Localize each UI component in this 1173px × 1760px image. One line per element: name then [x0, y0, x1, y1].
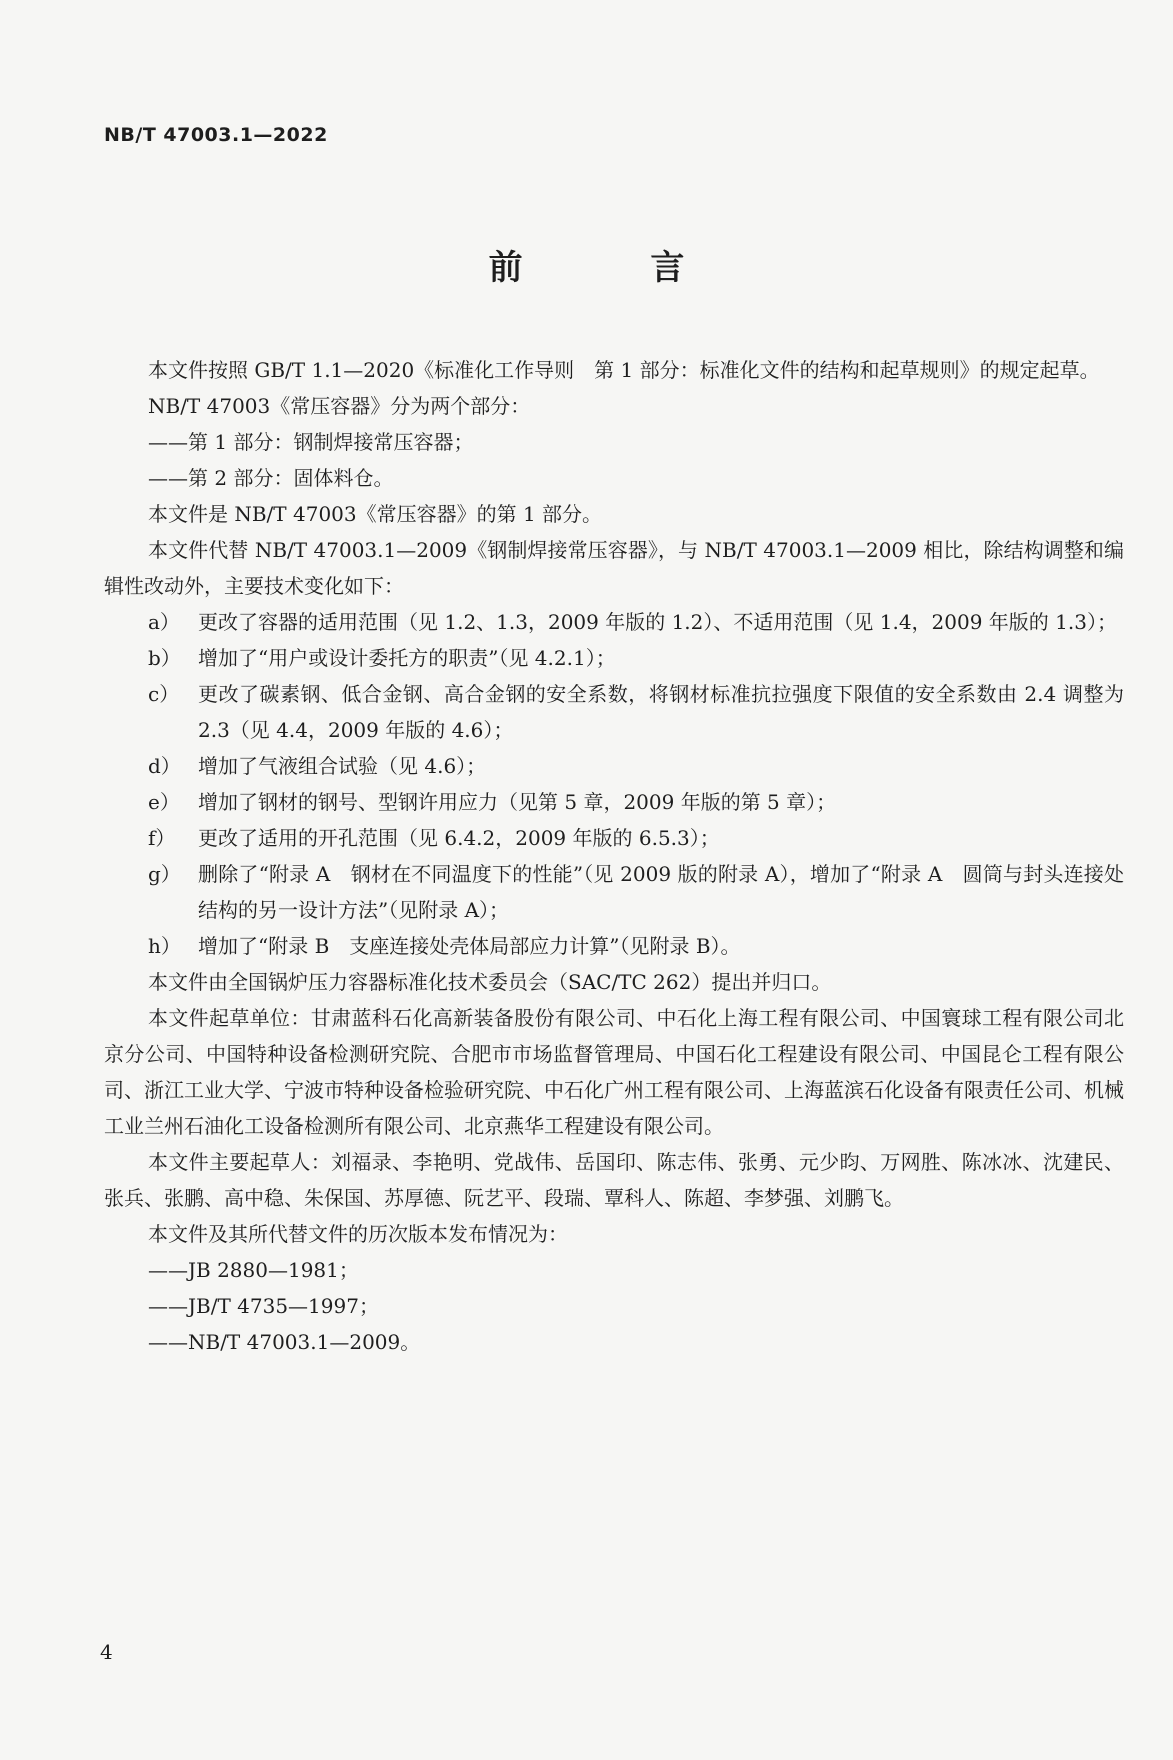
change-item-c	[104, 676, 1124, 748]
standard-code: NB/T 47003.1—2022	[104, 124, 328, 146]
paragraph-drafters: 本文件主要起草人：刘福录、李艳明、党战伟、岳国印、陈志伟、张勇、元少昀、万网胜、陈冰冰、沈建民、张兵、张鹏、高中稳、朱保国、苏厚德、阮艺平、段瑞、覃科人、陈超、李梦强、刘鹏飞。	[104, 1150, 1124, 1210]
history-item-1: ——JB 2880—1981；	[148, 1258, 359, 1282]
change-letter: a）	[148, 610, 180, 634]
change-item-a	[104, 604, 1124, 640]
change-text: 增加了“用户或设计委托方的职责”（见 4.2.1）；	[198, 646, 616, 670]
change-item-b	[104, 640, 1124, 676]
change-letter: d）	[148, 754, 181, 778]
change-letter: f）	[148, 826, 176, 850]
change-item-e	[104, 784, 1124, 820]
paragraph-replaces: 本文件代替 NB/T 47003.1—2009《钢制焊接常压容器》，与 NB/T 47003.1—2009 相比，除结构调整和编辑性改动外，主要技术变化如下：	[104, 538, 1124, 598]
page-number: 4	[100, 1640, 113, 1664]
change-letter: c）	[148, 682, 180, 706]
paragraph-this-part: 本文件是 NB/T 47003《常压容器》的第 1 部分。	[148, 502, 603, 526]
change-text: 增加了气液组合试验（见 4.6）；	[198, 754, 487, 778]
paragraph-drafting-rule: 本文件按照 GB/T 1.1—2020《标准化工作导则 第 1 部分：标准化文件的结构和起草规则》的规定起草。	[148, 358, 1100, 382]
paragraph-proposed-by: 本文件由全国锅炉压力容器标准化技术委员会（SAC/TC 262）提出并归口。	[148, 970, 832, 994]
paragraph-history-intro: 本文件及其所代替文件的历次版本发布情况为：	[148, 1222, 568, 1246]
history-item-3: ——NB/T 47003.1—2009。	[148, 1330, 421, 1354]
change-letter: e）	[148, 790, 180, 814]
change-text: 增加了钢材的钢号、型钢许用应力（见第 5 章，2009 年版的第 5 章）；	[198, 790, 837, 814]
change-text: 更改了碳素钢、低合金钢、高合金钢的安全系数，将钢材标准抗拉强度下限值的安全系数由 2.4 调整为 2.3（见 4.4，2009 年版的 4.6）；	[198, 682, 1124, 742]
change-text: 增加了“附录 B 支座连接处壳体局部应力计算”（见附录 B）。	[198, 934, 741, 958]
paragraph-parts-intro: NB/T 47003《常压容器》分为两个部分：	[148, 394, 531, 418]
change-text: 删除了“附录 A 钢材在不同温度下的性能”（见 2009 版的附录 A），增加了“附录 A 圆筒与封头连接处结构的另一设计方法”（见附录 A）；	[198, 862, 1124, 922]
history-item-2: ——JB/T 4735—1997；	[148, 1294, 379, 1318]
change-item-h	[104, 928, 1124, 964]
change-text: 更改了适用的开孔范围（见 6.4.2，2009 年版的 6.5.3）；	[198, 826, 720, 850]
change-letter: g）	[148, 862, 181, 886]
change-letter: h）	[148, 934, 181, 958]
page-title: 前 言	[488, 248, 743, 288]
change-item-d	[104, 748, 1124, 784]
part-item-2: ——第 2 部分：固体料仓。	[148, 466, 394, 490]
paragraph-drafting-units: 本文件起草单位：甘肃蓝科石化高新装备股份有限公司、中石化上海工程有限公司、中国寰球工程有限公司北京分公司、中国特种设备检测研究院、合肥市市场监督管理局、中国石化工程建设有限公司、中国昆仑工程有限公司、浙江工业大学、宁波市特种设备检验研究院、中石化广州工程有限公司、上海蓝滨石化设备有限责任公司、机械工业兰州石油化工设备检测所有限公司、北京燕华工程建设有限公司。	[104, 1006, 1124, 1138]
change-letter: b）	[148, 646, 181, 670]
change-item-g	[104, 856, 1124, 928]
part-item-1: ——第 1 部分：钢制焊接常压容器；	[148, 430, 474, 454]
change-item-f	[104, 820, 1124, 856]
change-text: 更改了容器的适用范围（见 1.2、1.3，2009 年版的 1.2）、不适用范围（见 1.4，2009 年版的 1.3）；	[198, 610, 1117, 634]
document-body	[104, 352, 1124, 1360]
